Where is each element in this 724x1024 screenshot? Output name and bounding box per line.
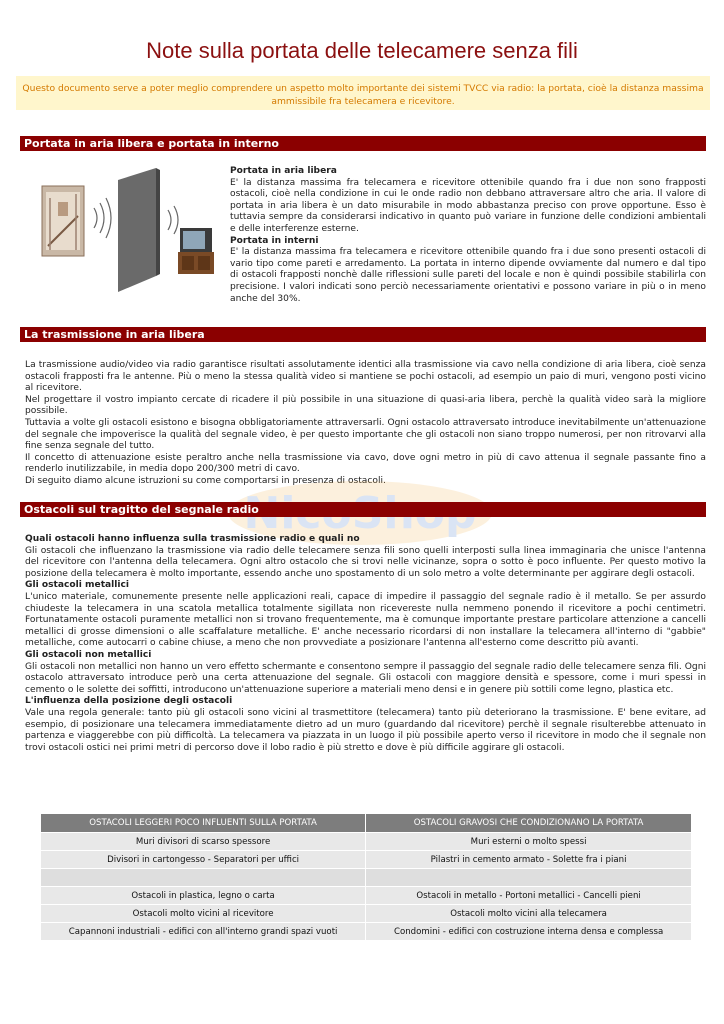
paragraph: Di seguito diamo alcune istruzioni su come comportarsi in presenza di ostacoli. <box>25 475 386 486</box>
table-cell: Ostacoli molto vicini alla telecamera <box>366 905 691 922</box>
table-cell: Ostacoli in metallo - Portoni metallici - Cancelli pieni <box>366 887 691 904</box>
section-portata-body <box>230 166 706 305</box>
paragraph-aria-libera: E' la distanza massima fra telecamera e ricevitore ottenibile quando fra i due non sono frapposti ostacoli, cioè nella condizione in cui le onde radio non debbano attraversare altro che aria. Il valore di portata in aria libera è un dato misurabile in modo abbastanza preciso con prove opportune. Esso è tuttavia sempre da considerarsi indicativo in quanto può variare in funzione delle condizioni ambientali e delle interferenze esterne. <box>230 177 706 234</box>
page-title: Note sulla portata delle telecamere senza fili <box>146 38 578 63</box>
paragraph: Nel progettare il vostro impianto cercate di ricadere il più possibile in una situazione di quasi-aria libera, perchè la qualità video sarà la migliore possibile. <box>25 394 706 417</box>
table-row <box>41 833 691 850</box>
section-heading-aria-libera: La trasmissione in aria libera <box>20 327 706 342</box>
table-cell: Capannoni industriali - edifici con all'interno grandi spazi vuoti <box>41 923 365 940</box>
subheading-interni: Portata in interni <box>230 235 319 246</box>
subheading-aria-libera: Portata in aria libera <box>230 166 337 176</box>
table-cell: Divisori in cartongesso - Separatori per uffici <box>41 851 365 868</box>
paragraph: L'unico materiale, comunemente presente nelle applicazioni reali, capace di impedire il passaggio del segnale radio è il metallo. Se per assurdo chiudeste la telecamera in una scatola metallica totalmente sigillata non ricevereste nulla nemmeno ponendo il ricevitore a pochi centimetri. Fortunatamente ostacoli puramente metallici non si trovano frequentemente, ma è comunque importante prestare particolare attenzione a cancelli metallici di grosse dimensioni o alle scaffalature metalliche. E' anche necessario ricordarsi di non installare la telecamera all'interno di "gabbie" metalliche, come autocarri o cabine chiuse, a meno che non provvediate a posizionare l'antenna all'esterno come descritto più avanti. <box>25 591 706 649</box>
table-row <box>41 905 691 922</box>
paragraph-interni: E' la distanza massima fra telecamera e ricevitore ottenibile quando fra i due sono presenti ostacoli di vario tipo come pareti e arredamento. La portata in interno dipende ovviamente dal numero e dal tipo di ostacoli frapposti nonchè dalle riflessioni sulle pareti del locale e non è quindi possibile stabilirla con precisione. I valori indicati sono perciò necessariamente orientativi e possono variare in più o in meno anche del 30%. <box>230 247 706 304</box>
paragraph: Gli ostacoli che influenzano la trasmissione via radio delle telecamere senza fili sono quelli interposti sulla linea immaginaria che unisce l'antenna del ricevitore con l'antenna della telecamera. Ogni altro ostacolo che si trovi nelle vicinanze, sopra o sotto è poco influente. Per questo motivo la posizione della telecamera è molto importante, essendo anche uno spostamento di un solo metro a volte determinante per aggirare degli ostacoli. <box>25 545 706 579</box>
paragraph: La trasmissione audio/video via radio garantisce risultati assolutamente identici alla trasmissione via cavo nella condizione di aria libera, cioè senza ostacoli frapposti fra le antenne. Più o meno la stessa qualità video si mantiene se pochi ostacoli, ad esempio un paio di muri, vengono posti vicino al ricevitore. <box>25 360 706 394</box>
table-header-light: OSTACOLI LEGGERI POCO INFLUENTI SULLA PORTATA <box>41 814 365 832</box>
subheading-posizione-ostacoli: L'influenza della posizione degli ostacoli <box>25 696 233 707</box>
table-cell: Condomini - edifici con costruzione interna densa e complessa <box>366 923 691 940</box>
section-heading-ostacoli: Ostacoli sul tragitto del segnale radio <box>20 502 706 517</box>
table-cell: Muri divisori di scarso spessore <box>41 833 365 850</box>
table-header-row <box>41 814 691 832</box>
section-ostacoli-body <box>25 534 706 754</box>
section-aria-libera-body <box>25 360 706 488</box>
table-row-empty <box>41 869 691 886</box>
table-row <box>41 923 691 940</box>
subheading-quali-ostacoli: Quali ostacoli hanno influenza sulla trasmissione radio e quali no <box>25 534 360 544</box>
subheading-ostacoli-non-metallici: Gli ostacoli non metallici <box>25 649 152 660</box>
subheading-ostacoli-metallici: Gli ostacoli metallici <box>25 580 130 591</box>
obstacles-comparison-table <box>40 813 692 941</box>
paragraph: Vale una regola generale: tanto più gli ostacoli sono vicini al trasmettitore (telecamera) tanto più deteriorano la trasmissione. E' bene evitare, ad esempio, di posizionare una telecamera immediatamente dietro ad un muro (guardando dal ricevitore) perchè il segnale risulterebbe attenuato in partenza e viaggerebbe con più difficoltà. La telecamera va piazzata in un luogo il più possibile aperto verso il ricevitore in modo che il segnale non trovi ostacoli ostici nei primi metri di percorso dove il lobo radio è più stretto e dove è più difficile aggirare gli ostacoli. <box>25 707 706 753</box>
paragraph: Gli ostacoli non metallici non hanno un vero effetto schermante e consentono sempre il passaggio del segnale radio delle telecamere senza fili. Ogni ostacolo attraversato introduce però una certa attenuazione del segnale. Gli ostacoli con maggiore densità e spessore, come i muri spessi in cemento o le solette dei soffitti, introducono un'attenuazione superiore a materiali meno densi e in genere più sottili come legno, plastica etc. <box>25 661 706 695</box>
wireless-range-illustration <box>38 158 218 293</box>
table-row <box>41 887 691 904</box>
paragraph: Il concetto di attenuazione esiste peraltro anche nella trasmissione via cavo, dove ogni metro in più di cavo attenua il segnale passante fino a renderlo inutilizzabile, in media dopo 200/300 metri di cavo. <box>25 452 706 475</box>
paragraph: Tuttavia a volte gli ostacoli esistono e bisogna obbligatoriamente attraversarli. Ogni ostacolo attraversato introduce inevitabilmente un'attenuazione del segnale che impoverisce la qualità del segnale video, è per questo importante che gli ostacoli non siano troppo numerosi, per non ritrovarvi alla fine senza segnale del tutto. <box>25 417 706 452</box>
table-row <box>41 851 691 868</box>
intro-box: Questo documento serve a poter meglio comprendere un aspetto molto importante dei sistemi TVCC via radio: la portata, cioè la distanza massima ammissibile fra telecamera e ricevitore. <box>16 76 710 110</box>
table-cell: Ostacoli molto vicini al ricevitore <box>41 905 365 922</box>
table-cell <box>41 869 365 886</box>
table-cell: Muri esterni o molto spessi <box>366 833 691 850</box>
table-cell: Ostacoli in plastica, legno o carta <box>41 887 365 904</box>
section-heading-portata: Portata in aria libera e portata in interno <box>20 136 706 151</box>
table-cell <box>366 869 691 886</box>
table-header-heavy: OSTACOLI GRAVOSI CHE CONDIZIONANO LA PORTATA <box>366 814 691 832</box>
table-cell: Pilastri in cemento armato - Solette fra i piani <box>366 851 691 868</box>
